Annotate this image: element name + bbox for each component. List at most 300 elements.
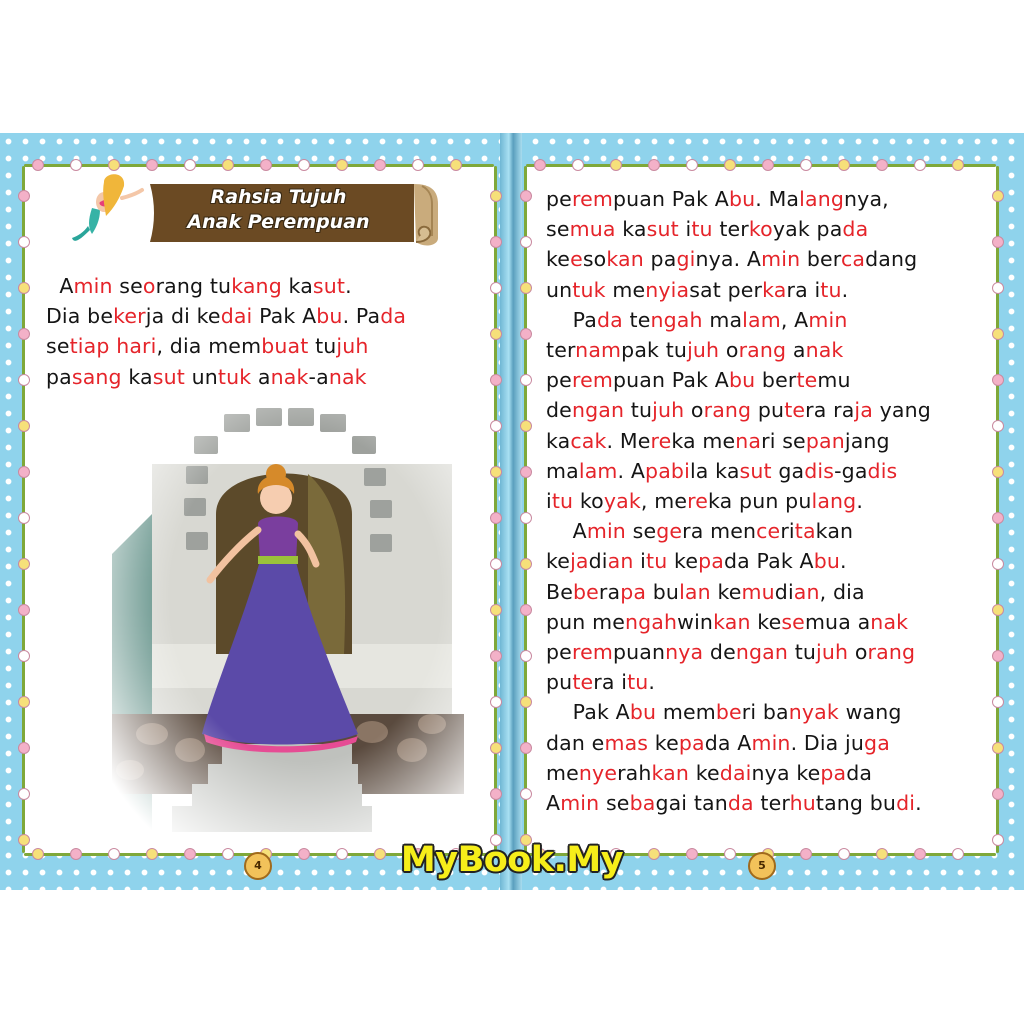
text-segment: tang bu bbox=[815, 791, 897, 816]
highlighted-syllable: ba bbox=[629, 791, 656, 816]
text-segment: ra i bbox=[593, 670, 628, 695]
text-segment: te bbox=[622, 307, 651, 332]
highlighted-syllable: buat bbox=[261, 334, 309, 359]
text-segment: ko bbox=[573, 489, 604, 514]
flower-ornament bbox=[686, 848, 698, 860]
flower-ornament bbox=[520, 282, 532, 294]
text-segment: . A bbox=[617, 458, 646, 483]
flower-ornament bbox=[336, 848, 348, 860]
text-segment: ka me bbox=[671, 428, 736, 453]
left-page-text-line bbox=[46, 362, 406, 392]
highlighted-syllable: pan bbox=[805, 428, 845, 453]
text-segment: pa bbox=[643, 247, 677, 272]
flower-ornament bbox=[18, 650, 30, 662]
right-page-text-line bbox=[546, 546, 931, 576]
flower-ornament bbox=[952, 848, 964, 860]
highlighted-syllable: ta bbox=[794, 519, 816, 544]
right-page-text-line bbox=[546, 637, 931, 667]
text-segment: me bbox=[546, 760, 579, 785]
text-segment: ga bbox=[771, 458, 805, 483]
text-segment: pe bbox=[546, 640, 572, 665]
text-segment: ka bbox=[546, 428, 571, 453]
mermaid-illustration bbox=[70, 168, 154, 252]
flower-ornament bbox=[520, 420, 532, 432]
flower-ornament bbox=[520, 788, 532, 800]
flower-ornament bbox=[520, 604, 532, 616]
right-page-text bbox=[546, 184, 931, 818]
flower-ornament bbox=[914, 159, 926, 171]
highlighted-syllable: yak bbox=[603, 489, 641, 514]
flower-ornament bbox=[18, 788, 30, 800]
text-segment: se bbox=[546, 217, 570, 242]
text-segment: -ga bbox=[834, 458, 868, 483]
text-segment: ke bbox=[546, 549, 571, 574]
right-page-text-line bbox=[546, 335, 931, 365]
title-line-2: Anak Perempuan bbox=[187, 211, 370, 233]
text-segment: pun me bbox=[546, 609, 625, 634]
right-page-text-line bbox=[546, 305, 931, 335]
right-page-text-line bbox=[546, 728, 931, 758]
text-segment: . bbox=[345, 274, 352, 298]
text-segment: mu bbox=[817, 368, 851, 393]
highlighted-syllable: rang bbox=[738, 338, 787, 363]
highlighted-syllable: juh bbox=[652, 398, 685, 423]
flower-ornament bbox=[992, 190, 1004, 202]
highlighted-syllable: juh bbox=[687, 338, 720, 363]
right-page-text-line bbox=[546, 426, 931, 456]
right-page-text-line bbox=[546, 516, 931, 546]
text-segment: , dia bbox=[819, 579, 865, 604]
highlighted-syllable: pa bbox=[820, 760, 847, 785]
text-segment: . bbox=[915, 791, 922, 816]
highlighted-syllable: da bbox=[380, 304, 407, 329]
highlighted-syllable: ja bbox=[854, 398, 873, 423]
left-page-text-line bbox=[46, 301, 406, 331]
text-segment: ra bbox=[598, 579, 621, 604]
text-segment: Dia be bbox=[46, 304, 114, 329]
left-page-text bbox=[46, 271, 406, 392]
flower-ornament bbox=[992, 420, 1004, 432]
highlighted-syllable: ngan bbox=[571, 398, 625, 423]
text-segment: i bbox=[633, 549, 647, 574]
right-page-text-line bbox=[546, 607, 931, 637]
highlighted-syllable: ko bbox=[748, 217, 773, 242]
highlighted-syllable: mua bbox=[569, 217, 616, 242]
text-segment: yak pa bbox=[772, 217, 843, 242]
highlighted-syllable: ka bbox=[762, 277, 787, 302]
highlighted-syllable: re bbox=[650, 428, 672, 453]
highlighted-syllable: min bbox=[560, 791, 600, 816]
highlighted-syllable: tu bbox=[627, 670, 649, 695]
highlighted-syllable: bu bbox=[728, 187, 756, 211]
highlighted-syllable: nye bbox=[578, 760, 618, 785]
highlighted-syllable: pa bbox=[678, 730, 705, 755]
left-page-number: 4 bbox=[244, 852, 272, 880]
text-segment: bu bbox=[646, 579, 680, 604]
highlighted-syllable: bu bbox=[316, 304, 343, 329]
highlighted-syllable: tu bbox=[551, 489, 574, 514]
text-segment: Be bbox=[546, 579, 573, 604]
highlighted-syllable: nak bbox=[805, 338, 844, 363]
highlighted-syllable: sut bbox=[152, 364, 185, 389]
flower-ornament bbox=[222, 159, 234, 171]
highlighted-syllable: rem bbox=[571, 187, 613, 211]
flower-ornament bbox=[260, 159, 272, 171]
highlighted-syllable: nyia bbox=[645, 277, 690, 302]
highlighted-syllable: juh bbox=[336, 334, 369, 359]
highlighted-syllable: an bbox=[793, 579, 820, 604]
flower-ornament bbox=[298, 159, 310, 171]
highlighted-syllable: ce bbox=[756, 519, 781, 544]
text-segment: tu bbox=[788, 640, 817, 665]
highlighted-syllable: min bbox=[761, 247, 801, 272]
text-segment: pe bbox=[546, 368, 572, 393]
flower-ornament bbox=[724, 848, 736, 860]
text-segment: ter bbox=[546, 338, 576, 363]
highlighted-syllable: bu bbox=[728, 368, 756, 393]
flower-ornament bbox=[876, 848, 888, 860]
text-segment: pu bbox=[751, 398, 785, 423]
highlighted-syllable: kang bbox=[231, 274, 282, 298]
highlighted-syllable: mu bbox=[741, 579, 775, 604]
flower-ornament bbox=[520, 236, 532, 248]
flower-ornament bbox=[490, 466, 502, 478]
highlighted-syllable: tu bbox=[820, 277, 842, 302]
flower-ornament bbox=[222, 848, 234, 860]
highlighted-syllable: da bbox=[596, 307, 623, 332]
text-segment: ja di ke bbox=[145, 304, 221, 329]
text-segment: dang bbox=[865, 247, 918, 272]
watermark-text: MyBook.My bbox=[400, 840, 624, 880]
highlighted-syllable: rang bbox=[867, 640, 916, 665]
flower-ornament bbox=[992, 466, 1004, 478]
flower-ornament bbox=[992, 604, 1004, 616]
text-segment: la ka bbox=[689, 458, 740, 483]
flower-ornament bbox=[18, 466, 30, 478]
highlighted-syllable: gi bbox=[676, 247, 696, 272]
text-segment: Pa bbox=[546, 307, 597, 332]
flower-ornament bbox=[490, 650, 502, 662]
text-segment: un bbox=[546, 277, 573, 302]
highlighted-syllable: da bbox=[727, 791, 754, 816]
flower-ornament bbox=[32, 848, 44, 860]
highlighted-syllable: re bbox=[687, 489, 708, 514]
flower-ornament bbox=[800, 159, 812, 171]
flower-ornament bbox=[32, 159, 44, 171]
flower-ornament bbox=[838, 848, 850, 860]
flower-ornament bbox=[992, 834, 1004, 846]
left-page-text-line bbox=[46, 331, 406, 361]
text-segment: tu bbox=[624, 398, 653, 423]
highlighted-syllable: hari bbox=[116, 334, 157, 359]
flower-ornament bbox=[992, 282, 1004, 294]
text-segment: o bbox=[719, 338, 739, 363]
flower-ornament bbox=[490, 788, 502, 800]
flower-ornament bbox=[70, 848, 82, 860]
highlighted-syllable: dai bbox=[220, 304, 253, 329]
right-page-text-line bbox=[546, 788, 931, 818]
text-segment: nya. A bbox=[695, 247, 762, 272]
flower-ornament bbox=[18, 282, 30, 294]
text-segment: un bbox=[184, 364, 218, 389]
highlighted-syllable: ca bbox=[840, 247, 866, 272]
title-block bbox=[146, 180, 444, 250]
highlighted-syllable: min bbox=[751, 730, 791, 755]
flower-ornament bbox=[146, 848, 158, 860]
text-segment: ke bbox=[648, 730, 679, 755]
flower-ornament bbox=[412, 159, 424, 171]
text-segment: me bbox=[605, 277, 646, 302]
flower-ornament bbox=[18, 742, 30, 754]
flower-ornament bbox=[184, 159, 196, 171]
text-segment: pe bbox=[546, 187, 572, 211]
text-segment: win bbox=[677, 609, 714, 634]
text-segment: pa bbox=[46, 364, 72, 389]
text-segment: ka pun pu bbox=[708, 489, 812, 514]
flower-ornament bbox=[490, 190, 502, 202]
text-segment: , dia mem bbox=[156, 334, 262, 359]
right-page-text-line bbox=[546, 395, 931, 425]
flower-ornament bbox=[18, 374, 30, 386]
flower-ornament bbox=[18, 604, 30, 616]
flower-ornament bbox=[992, 328, 1004, 340]
text-segment: kan bbox=[815, 519, 854, 544]
flower-ornament bbox=[800, 848, 812, 860]
flower-ornament bbox=[520, 466, 532, 478]
highlighted-syllable: ge bbox=[656, 519, 683, 544]
text-segment: a bbox=[786, 338, 806, 363]
text-segment: , A bbox=[780, 307, 809, 332]
text-segment: yang bbox=[872, 398, 931, 423]
highlighted-syllable: kan bbox=[651, 760, 690, 785]
text-segment: da A bbox=[704, 730, 752, 755]
highlighted-syllable: min bbox=[808, 307, 848, 332]
text-segment: , me bbox=[640, 489, 688, 514]
text-segment: tu bbox=[308, 334, 337, 359]
text-segment: jang bbox=[844, 428, 890, 453]
text-segment: se bbox=[112, 274, 143, 298]
flower-ornament bbox=[992, 650, 1004, 662]
text-segment: ka bbox=[281, 274, 313, 298]
text-segment: . bbox=[856, 489, 864, 514]
highlighted-syllable: lam bbox=[742, 307, 781, 332]
flower-ornament bbox=[490, 604, 502, 616]
highlighted-syllable: di bbox=[896, 791, 916, 816]
text-segment: ke bbox=[689, 760, 720, 785]
highlighted-syllable: min bbox=[73, 274, 113, 298]
text-segment: ka bbox=[121, 364, 153, 389]
flower-ornament bbox=[490, 742, 502, 754]
flower-ornament bbox=[992, 788, 1004, 800]
text-segment: ke bbox=[546, 247, 571, 272]
highlighted-syllable: sut bbox=[646, 217, 679, 242]
highlighted-syllable: rem bbox=[571, 368, 613, 393]
highlighted-syllable: juh bbox=[816, 640, 849, 665]
highlighted-syllable: be bbox=[572, 579, 599, 604]
highlighted-syllable: an bbox=[607, 549, 634, 574]
text-segment: ra i bbox=[786, 277, 821, 302]
flower-ornament bbox=[18, 420, 30, 432]
highlighted-syllable: ker bbox=[113, 304, 146, 329]
text-segment: A bbox=[46, 274, 74, 298]
text-segment: . bbox=[648, 670, 656, 695]
highlighted-syllable: ngah bbox=[625, 609, 678, 634]
highlighted-syllable: ga bbox=[864, 730, 890, 755]
right-page-text-line bbox=[546, 275, 931, 305]
flower-ornament bbox=[534, 159, 546, 171]
flower-ornament bbox=[490, 236, 502, 248]
highlighted-syllable: rem bbox=[571, 640, 613, 665]
text-segment: i bbox=[678, 217, 692, 242]
highlighted-syllable: tuk bbox=[217, 364, 252, 389]
flower-ornament bbox=[762, 159, 774, 171]
highlighted-syllable: nam bbox=[575, 338, 622, 363]
text-segment: ke bbox=[750, 609, 782, 634]
flower-ornament bbox=[18, 558, 30, 570]
text-segment: o bbox=[684, 398, 704, 423]
text-segment: se bbox=[625, 519, 657, 544]
flower-ornament bbox=[490, 512, 502, 524]
flower-ornament bbox=[18, 190, 30, 202]
text-segment: . Me bbox=[606, 428, 651, 453]
princess-doorway-illustration bbox=[112, 404, 464, 832]
flower-ornament bbox=[838, 159, 850, 171]
text-segment: rang tu bbox=[155, 274, 232, 298]
text-segment: di bbox=[588, 549, 608, 574]
flower-ornament bbox=[992, 236, 1004, 248]
text-segment: i bbox=[546, 489, 552, 514]
right-page-text-line bbox=[546, 667, 931, 697]
flower-ornament bbox=[298, 848, 310, 860]
flower-ornament bbox=[374, 159, 386, 171]
text-segment: ke bbox=[710, 579, 742, 604]
right-page-text-line bbox=[546, 486, 931, 516]
text-segment: ra men bbox=[682, 519, 757, 544]
text-segment: de bbox=[703, 640, 736, 665]
highlighted-syllable: lam bbox=[578, 458, 618, 483]
flower-ornament bbox=[572, 159, 584, 171]
flower-ornament bbox=[490, 558, 502, 570]
highlighted-syllable: ngan bbox=[735, 640, 789, 665]
highlighted-syllable: pa bbox=[698, 549, 724, 574]
highlighted-syllable: o bbox=[142, 274, 156, 298]
text-segment: ka bbox=[615, 217, 647, 242]
text-segment: pak tu bbox=[621, 338, 688, 363]
flower-ornament bbox=[490, 328, 502, 340]
text-segment: ber bbox=[800, 247, 841, 272]
flower-ornament bbox=[724, 159, 736, 171]
text-segment: . Ma bbox=[755, 187, 800, 211]
flower-ornament bbox=[686, 159, 698, 171]
highlighted-syllable: hu bbox=[789, 791, 816, 816]
text-segment: pu bbox=[546, 670, 573, 695]
flower-ornament bbox=[18, 512, 30, 524]
text-segment: da Pak A bbox=[723, 549, 814, 574]
flower-ornament bbox=[520, 374, 532, 386]
text-segment: ter bbox=[753, 791, 790, 816]
text-segment: A bbox=[546, 791, 561, 816]
book-gutter bbox=[500, 133, 522, 890]
text-segment: . Pa bbox=[342, 304, 381, 329]
highlighted-syllable: nak bbox=[328, 364, 367, 389]
highlighted-syllable: da bbox=[842, 217, 869, 242]
text-segment: puan bbox=[612, 640, 666, 665]
flower-ornament bbox=[520, 512, 532, 524]
text-segment: A bbox=[546, 519, 587, 544]
highlighted-syllable: bu bbox=[629, 700, 657, 725]
text-segment: ma bbox=[702, 307, 743, 332]
flower-ornament bbox=[108, 848, 120, 860]
highlighted-syllable: te bbox=[784, 398, 806, 423]
highlighted-syllable: te bbox=[796, 368, 818, 393]
text-segment: -a bbox=[308, 364, 329, 389]
text-segment: nya ke bbox=[751, 760, 821, 785]
text-segment: a bbox=[251, 364, 271, 389]
highlighted-syllable: tu bbox=[691, 217, 713, 242]
text-segment: de bbox=[546, 398, 572, 423]
highlighted-syllable: cak bbox=[570, 428, 607, 453]
highlighted-syllable: nyak bbox=[788, 700, 839, 725]
highlighted-syllable: nya bbox=[665, 640, 704, 665]
highlighted-syllable: sang bbox=[71, 364, 122, 389]
highlighted-syllable: ja bbox=[570, 549, 589, 574]
flower-ornament bbox=[520, 742, 532, 754]
highlighted-syllable: dai bbox=[719, 760, 752, 785]
highlighted-syllable: nak bbox=[870, 609, 909, 634]
highlighted-syllable: sut bbox=[312, 274, 346, 298]
text-segment: ke bbox=[667, 549, 699, 574]
flower-ornament bbox=[876, 159, 888, 171]
flower-ornament bbox=[610, 159, 622, 171]
text-segment: sat per bbox=[689, 277, 763, 302]
text-segment: rah bbox=[617, 760, 652, 785]
text-segment: wang bbox=[838, 700, 902, 725]
highlighted-syllable: tu bbox=[646, 549, 668, 574]
text-segment: ra ra bbox=[805, 398, 855, 423]
highlighted-syllable: te bbox=[572, 670, 594, 695]
flower-ornament bbox=[992, 512, 1004, 524]
flower-ornament bbox=[18, 696, 30, 708]
right-page-text-line bbox=[546, 244, 931, 274]
text-segment: ri se bbox=[761, 428, 806, 453]
highlighted-syllable: nak bbox=[270, 364, 309, 389]
flower-ornament bbox=[992, 558, 1004, 570]
highlighted-syllable: min bbox=[586, 519, 626, 544]
highlighted-syllable: sut bbox=[739, 458, 772, 483]
text-segment: . Dia ju bbox=[790, 730, 865, 755]
highlighted-syllable: be bbox=[715, 700, 742, 725]
left-page-text-line bbox=[46, 271, 406, 301]
highlighted-syllable: mas bbox=[604, 730, 649, 755]
highlighted-syllable: pabi bbox=[645, 458, 690, 483]
highlighted-syllable: rang bbox=[703, 398, 752, 423]
flower-ornament bbox=[520, 328, 532, 340]
flower-ornament bbox=[648, 848, 660, 860]
right-page-text-line bbox=[546, 365, 931, 395]
text-segment: ma bbox=[546, 458, 579, 483]
highlighted-syllable: se bbox=[781, 609, 805, 634]
text-segment: se bbox=[599, 791, 630, 816]
text-segment: puan Pak A bbox=[612, 368, 729, 393]
flower-ornament bbox=[520, 558, 532, 570]
highlighted-syllable: dis bbox=[867, 458, 898, 483]
highlighted-syllable: tiap bbox=[69, 334, 110, 359]
text-segment: ri bbox=[780, 519, 795, 544]
text-segment: se bbox=[46, 334, 70, 359]
flower-ornament bbox=[914, 848, 926, 860]
flower-ornament bbox=[520, 650, 532, 662]
flower-ornament bbox=[18, 236, 30, 248]
